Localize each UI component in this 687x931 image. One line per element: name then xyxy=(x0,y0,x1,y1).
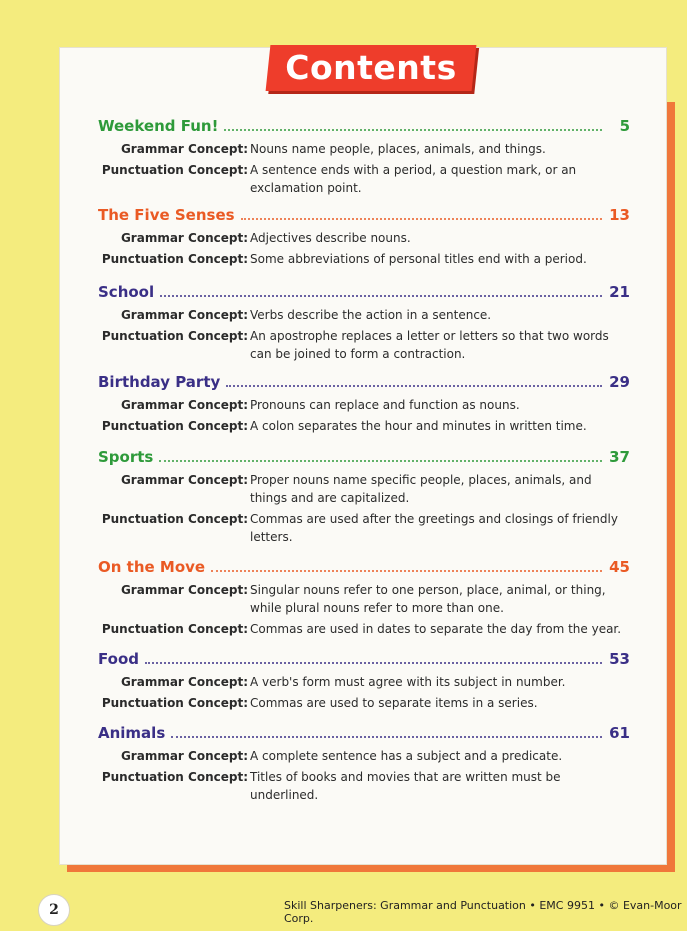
grammar-label: Grammar Concept: xyxy=(120,583,248,597)
entry-page-number: 29 xyxy=(609,373,630,391)
grammar-text: Adjectives describe nouns. xyxy=(250,231,411,245)
toc-entry-five-senses xyxy=(98,206,630,268)
entry-title[interactable]: School xyxy=(98,283,155,301)
punctuation-label: Punctuation Concept: xyxy=(101,252,248,266)
entry-page-number: 5 xyxy=(619,117,630,135)
entry-page-number: 61 xyxy=(609,724,630,742)
grammar-text: A complete sentence has a subject and a predicate. xyxy=(250,749,563,763)
entry-title[interactable]: Weekend Fun! xyxy=(98,117,219,135)
grammar-text: Verbs describe the action in a sentence. xyxy=(250,308,492,322)
grammar-text: Singular nouns refer to one person, place, animal, or thing, while plural nouns refer to more than one. xyxy=(250,583,606,615)
dot-leader xyxy=(211,558,602,572)
entry-title[interactable]: Sports xyxy=(98,448,154,466)
grammar-label: Grammar Concept: xyxy=(120,231,248,245)
dot-leader xyxy=(226,373,602,387)
entry-page-number: 13 xyxy=(609,206,630,224)
dot-leader xyxy=(241,206,602,220)
punctuation-text: Commas are used in dates to separate the day from the year. xyxy=(250,622,622,636)
punctuation-label: Punctuation Concept: xyxy=(101,329,248,343)
punctuation-text: A colon separates the hour and minutes in written time. xyxy=(250,419,587,433)
toc-entry-animals xyxy=(98,724,630,804)
entry-title[interactable]: Birthday Party xyxy=(98,373,221,391)
footer-credit: Skill Sharpeners: Grammar and Punctuation • EMC 9951 • © Evan-Moor Corp. xyxy=(284,899,682,925)
dot-leader xyxy=(171,724,602,738)
punctuation-text: A sentence ends with a period, a question mark, or an exclamation point. xyxy=(250,163,577,195)
entry-page-number: 37 xyxy=(609,448,630,466)
entry-title[interactable]: On the Move xyxy=(98,558,206,576)
punctuation-text: Commas are used to separate items in a series. xyxy=(250,696,538,710)
punctuation-text: Titles of books and movies that are written must be underlined. xyxy=(250,770,561,802)
toc-entry-sports xyxy=(98,448,630,546)
dot-leader xyxy=(160,283,602,297)
entry-page-number: 45 xyxy=(609,558,630,576)
page-title: Contents xyxy=(285,48,457,87)
punctuation-label: Punctuation Concept: xyxy=(101,512,248,526)
toc-entry-school xyxy=(98,283,630,363)
toc-entry-weekend-fun xyxy=(98,117,630,197)
dot-leader xyxy=(159,448,602,462)
punctuation-text: Some abbreviations of personal titles end with a period. xyxy=(250,252,587,266)
entry-title[interactable]: Food xyxy=(98,650,139,668)
dot-leader xyxy=(145,650,602,664)
toc-entry-food xyxy=(98,650,630,712)
page-number: 2 xyxy=(38,894,70,926)
grammar-label: Grammar Concept: xyxy=(120,308,248,322)
grammar-text: Nouns name people, places, animals, and things. xyxy=(250,142,546,156)
grammar-label: Grammar Concept: xyxy=(120,142,248,156)
punctuation-label: Punctuation Concept: xyxy=(101,622,248,636)
punctuation-label: Punctuation Concept: xyxy=(101,770,248,784)
punctuation-label: Punctuation Concept: xyxy=(101,163,248,177)
grammar-text: Pronouns can replace and function as nouns. xyxy=(250,398,520,412)
punctuation-label: Punctuation Concept: xyxy=(101,696,248,710)
toc-entry-on-the-move xyxy=(98,558,630,638)
grammar-label: Grammar Concept: xyxy=(120,675,248,689)
punctuation-label: Punctuation Concept: xyxy=(101,419,248,433)
grammar-text: A verb's form must agree with its subject in number. xyxy=(250,675,566,689)
entry-page-number: 53 xyxy=(609,650,630,668)
entry-page-number: 21 xyxy=(609,283,630,301)
grammar-label: Grammar Concept: xyxy=(120,749,248,763)
grammar-label: Grammar Concept: xyxy=(120,473,248,487)
grammar-label: Grammar Concept: xyxy=(120,398,248,412)
punctuation-text: An apostrophe replaces a letter or letters so that two words can be joined to form a contraction. xyxy=(250,329,609,361)
punctuation-text: Commas are used after the greetings and closings of friendly letters. xyxy=(250,512,618,544)
entry-title[interactable]: Animals xyxy=(98,724,166,742)
grammar-text: Proper nouns name specific people, places, animals, and things and are capitalized. xyxy=(250,473,592,505)
entry-title[interactable]: The Five Senses xyxy=(98,206,235,224)
toc-entry-birthday-party xyxy=(98,373,630,435)
dot-leader xyxy=(224,117,602,131)
